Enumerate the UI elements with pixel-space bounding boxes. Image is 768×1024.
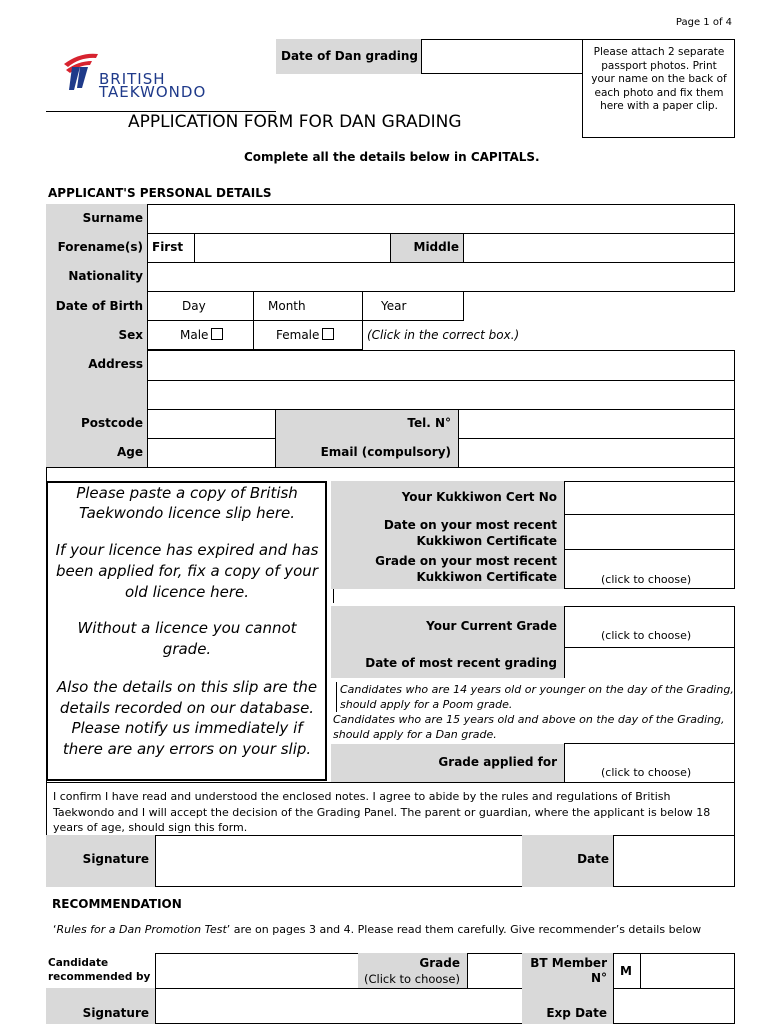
email-label: Email (compulsory) <box>320 445 451 459</box>
rec-signature-input[interactable] <box>155 988 523 1024</box>
sex-female-option <box>276 328 334 342</box>
page-subtitle: Complete all the details below in CAPITALS. <box>244 150 540 164</box>
female-label: Female <box>276 328 320 342</box>
tel-input[interactable] <box>458 409 735 439</box>
dob-day-label: Day <box>182 299 206 313</box>
current-grade-choose[interactable]: (click to choose) <box>601 629 692 642</box>
recommendation-heading: RECOMMENDATION <box>52 897 182 911</box>
forenames-label: Forename(s) <box>57 240 143 254</box>
rules-quote-open: ‘ <box>53 923 57 936</box>
rec-signature-label: Signature <box>82 1006 149 1020</box>
licence-text-1: Please paste a copy of British Taekwondo licence slip here. <box>76 484 298 522</box>
kukkiwon-grade-label-2: Kukkiwon Certificate <box>416 570 557 584</box>
dob-year-input[interactable] <box>362 291 464 321</box>
personal-heading: APPLICANT'S PERSONAL DETAILS <box>48 186 272 200</box>
recent-grading-date-input[interactable] <box>564 647 735 679</box>
date-dan-grading-input[interactable] <box>421 39 583 74</box>
male-checkbox[interactable] <box>211 328 223 340</box>
kukkiwon-date-input[interactable] <box>564 514 735 550</box>
grade-label: Grade <box>419 956 460 970</box>
kukkiwon-grade-label-1: Grade on your most recent <box>375 554 557 568</box>
bt-member-prefix: M <box>620 964 632 978</box>
date-dan-grading-label: Date of Dan grading <box>281 49 418 63</box>
kukkiwon-grade-choose[interactable]: (click to choose) <box>601 573 692 586</box>
licence-text-4: Also the details on this slip are the details recorded on our database. Please notify us immediately if there are any errors on your slip. <box>56 678 318 758</box>
signature-input[interactable] <box>155 835 523 887</box>
kukkiwon-cert-input[interactable] <box>564 481 735 515</box>
licence-text-3: Without a licence you cannot grade. <box>77 619 297 658</box>
male-label: Male <box>180 328 209 342</box>
signature-label: Signature <box>82 852 149 866</box>
age-input[interactable] <box>147 438 276 468</box>
click-correct-box-note: (Click in the correct box.) <box>367 328 520 342</box>
sex-male-option <box>180 328 223 342</box>
gap-marker <box>333 589 334 603</box>
recommender-grade-input[interactable] <box>467 953 523 989</box>
rules-text <box>53 922 729 938</box>
rules-rest: ’ are on pages 3 and 4. Please read them carefully. Give recommender’s details below <box>226 923 702 936</box>
current-grade-label: Your Current Grade <box>426 619 557 633</box>
taekwondo-logo-icon <box>62 50 98 90</box>
bt-member-input[interactable] <box>640 953 735 989</box>
address-line-1-input[interactable] <box>147 350 735 381</box>
address-line-2-input[interactable] <box>147 380 735 410</box>
licence-text-2: If your licence has expired and has been applied for, fix a copy of your old licence here. <box>55 541 319 601</box>
bt-member-label-2: N° <box>590 971 607 985</box>
rules-title: Rules for a Dan Promotion Test <box>56 923 227 936</box>
kukkiwon-cert-label: Your Kukkiwon Cert No <box>401 490 557 504</box>
dan-note: Candidates who are 15 years old and above on the day of the Grading, should apply for a Dan grade. <box>333 713 725 741</box>
logo <box>62 50 262 100</box>
date-label: Date <box>577 852 609 866</box>
female-checkbox[interactable] <box>322 328 334 340</box>
date-input[interactable] <box>613 835 735 887</box>
email-input[interactable] <box>458 438 735 468</box>
grade-choose[interactable]: (Click to choose) <box>364 972 460 986</box>
confirm-text: I confirm I have read and understood the enclosed notes. I agree to abide by the rules and regulations of British Taekwondo and I will accept the decision of the Grading Panel. The parent or guardian, where the applicant is below 18 years of age, should sign this form. <box>53 790 711 834</box>
exp-date-label: Exp Date <box>546 1006 607 1020</box>
surname-input[interactable] <box>147 204 735 234</box>
surname-label: Surname <box>82 211 143 225</box>
sex-label: Sex <box>118 328 143 342</box>
dob-year-label: Year <box>381 299 407 313</box>
dob-month-label: Month <box>268 299 306 313</box>
nationality-label: Nationality <box>68 269 143 283</box>
grade-applied-label: Grade applied for <box>438 755 557 769</box>
dob-label: Date of Birth <box>55 299 143 313</box>
kukkiwon-date-label-1: Date on your most recent <box>383 518 557 532</box>
logo-line-2: TAEKWONDO <box>99 83 207 101</box>
exp-date-input[interactable] <box>613 988 735 1024</box>
logo-line-1: BRITISH <box>99 70 166 88</box>
nationality-input[interactable] <box>147 262 735 292</box>
tel-label: Tel. N° <box>407 416 451 430</box>
recommender-name-input[interactable] <box>155 953 359 989</box>
postcode-label: Postcode <box>80 416 143 430</box>
page-title: APPLICATION FORM FOR DAN GRADING <box>128 112 462 132</box>
page-number: Page 1 of 4 <box>675 17 732 28</box>
first-label: First <box>152 240 184 254</box>
postcode-input[interactable] <box>147 409 276 439</box>
recent-grading-date-label: Date of most recent grading <box>365 656 557 670</box>
first-name-input[interactable] <box>194 233 391 263</box>
candidate-recommended-label-1: Candidate <box>48 957 109 969</box>
kukkiwon-date-label-2: Kukkiwon Certificate <box>416 534 557 548</box>
age-label: Age <box>116 445 143 459</box>
middle-name-input[interactable] <box>463 233 735 263</box>
address-label: Address <box>88 357 143 371</box>
middle-label: Middle <box>413 240 459 254</box>
candidate-recommended-label-2: recommended by <box>48 971 151 983</box>
photo-note: Please attach 2 separate passport photos. Print your name on the back of each photo and fix them here with a paper clip. <box>591 46 727 112</box>
grade-applied-choose[interactable]: (click to choose) <box>601 766 692 779</box>
grey-gap <box>331 589 735 606</box>
poom-note: Candidates who are 14 years old or younger on the day of the Grading, should apply for a Poom grade. <box>336 682 736 712</box>
bt-member-label-1: BT Member <box>530 956 607 970</box>
